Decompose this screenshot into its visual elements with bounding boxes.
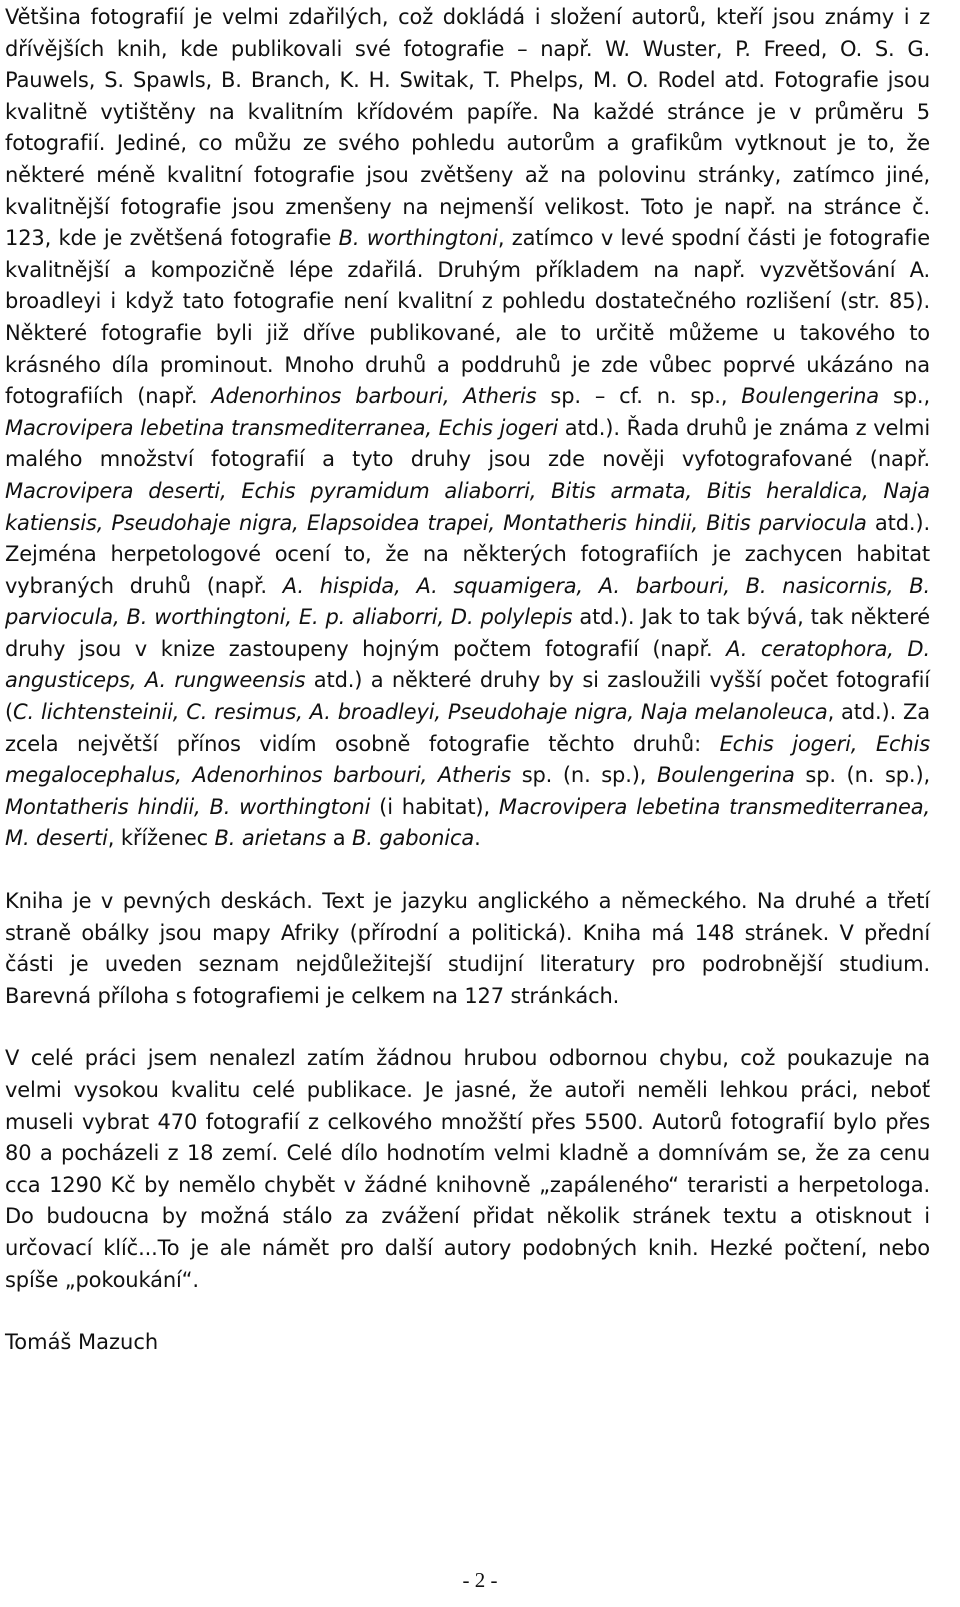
species-name-italic: Macrovipera lebetina transmediterranea, M. deserti xyxy=(5,794,931,851)
species-name-italic: Macrovipera lebetina transmediterranea, Echis jogeri xyxy=(5,415,559,440)
text-segment: , zatímco v levé spodní části je fotografie kvalitnější a kompozičně lépe zdařilá. Druhým příkladem na např. vyzvětšování A. broadleyi i když tato fotografie není kvalitní z pohledu dostatečného rozlišení (str. 85). Některé fotografie byli již dříve publikované, ale to určitě můžeme u takového to krásného díla prominout. Mnoho druhů a poddruhů je zde vůbec poprvé ukázáno na fotografiích (např. xyxy=(5,226,930,409)
text-segment: sp. (n. sp.), xyxy=(794,763,931,788)
species-name-italic: Macrovipera deserti, Echis pyramidum aliaborri, Bitis armata, Bitis heraldica, Naja katiensis, Pseudohaje nigra, Elapsoidea trapei, Montatheris hindii, Bitis parviocula xyxy=(5,478,930,535)
species-name-italic: B. xyxy=(338,226,360,251)
species-name-italic: C. lichtensteinii, C. resimus, A. broadleyi, Pseudohaje nigra, Naja melanoleuca xyxy=(13,700,828,725)
text-segment: (i habitat), xyxy=(370,794,499,819)
paragraph-gap xyxy=(5,855,930,886)
species-name-italic: Adenorhinos barbouri, Atheris xyxy=(211,384,537,409)
species-name-italic: worthingtoni xyxy=(366,226,498,251)
species-name-italic: Boulengerina xyxy=(741,384,880,409)
text-segment: sp. (n. sp.), xyxy=(511,763,657,788)
document-page xyxy=(5,2,930,1359)
text-segment: , atd.). Za zcela největší přínos vidím osobně fotografie těchto druhů: xyxy=(5,700,931,756)
text-segment: sp., xyxy=(879,384,930,409)
review-paragraph-book-details: Kniha je v pevných deskách. Text je jazyku anglického a německého. Na druhé a třetí straně obálky jsou mapy Afriky (přírodní a politická). Kniha má 148 stránek. V přední části je uveden seznam nejdůležitejší studijní literatury pro podrobnější studium. Barevná příloha s fotografiemi je celkem na 127 stránkách. xyxy=(5,889,930,1008)
species-name-italic: A. hispida, A. squamigera, A. barbouri, B. nasicornis, B. parviocula, B. worthingtoni, E. p. aliaborri, D. polylepis xyxy=(5,573,930,630)
text-segment: . xyxy=(474,826,481,851)
text-segment: atd.). Řada druhů je známa z velmi malého množství fotografií a tyto druhy jsou zde nověji vyfotografované (např. xyxy=(5,415,931,472)
review-paragraph-photos xyxy=(5,2,930,855)
text-segment: Většina fotografií je velmi zdařilých, což dokládá i složení autorů, kteří jsou známy i z dřívějších knih, kde publikovali své fotografie – např. W. Wuster, P. Freed, O. S. G. Pauwels, S. Spawls, B. Branch, K. H. Switak, T. Phelps, M. O. Rodel atd. Fotografie jsou kvalitně vytištěny na kvalitním křídovém papíře. Na každé stránce je v průměru 5 fotografií. Jediné, co můžu ze svého pohledu autorům a grafikům vytknout je to, že některé méně kvalitní fotografie jsou zvětšeny až na polovinu stránky, zatímco jiné, kvalitnější fotografie jsou zmenšeny na nejmenší velikost. Toto je např. na stránce č. 123, kde je zvětšená fotografie xyxy=(5,5,930,251)
review-paragraph-conclusion: V celé práci jsem nenalezl zatím žádnou hrubou odbornou chybu, což poukazuje na velmi vysokou kvalitu celé publikace. Je jasné, že autoři neměli lehkou práci, neboť museli vybrat 470 fotografií z celkového množští přes 5500. Autorů fotografií bylo přes 80 a pocházeli z 18 zemí. Celé dílo hodnotím velmi kladně a domnívám se, že za cenu cca 1290 Kč by nemělo chybět v žádné knihovně „zapáleného“ teraristi a herpetologa. Do budoucna by možná stálo za zvážení přidat několik stránek textu a otisknout i určovací klíč...To je ale námět pro další autory podobných knih. Hezké počtení, nebo spíše „pokoukání“. xyxy=(5,1046,930,1292)
page-number: - 2 - xyxy=(462,1568,498,1592)
species-name-italic: A. ceratophora, D. angusticeps, A. rungweensis xyxy=(5,636,930,693)
species-name-italic: B. arietans xyxy=(214,826,327,851)
author-signature: Tomáš Mazuch xyxy=(5,1330,159,1355)
paragraph-gap xyxy=(5,1296,930,1327)
paragraph-gap xyxy=(5,1012,930,1043)
species-name-italic: B. gabonica xyxy=(352,826,475,851)
text-segment: , kříženec xyxy=(107,826,215,851)
text-segment xyxy=(359,226,366,250)
text-segment: a xyxy=(326,826,353,851)
text-segment: sp. – cf. n. sp., xyxy=(536,384,742,409)
text-segment: atd.). Jak to tak bývá, tak některé druhy jsou v knize zastoupeny hojným počtem fotografií (např. xyxy=(5,605,930,661)
species-name-italic: Montatheris hindii, B. worthingtoni xyxy=(5,794,371,819)
text-segment: atd.) a některé druhy by si zasloužili vyšší počet fotografií ( xyxy=(5,668,930,725)
species-name-italic: Echis jogeri, Echis megalocephalus, Adenorhinos barbouri, Atheris xyxy=(5,731,930,788)
species-name-italic: Boulengerina xyxy=(657,763,795,788)
text-segment: atd.). Zejména herpetologové ocení to, že na některých fotografiích je zachycen habitat vybraných druhů (např. xyxy=(5,510,930,598)
